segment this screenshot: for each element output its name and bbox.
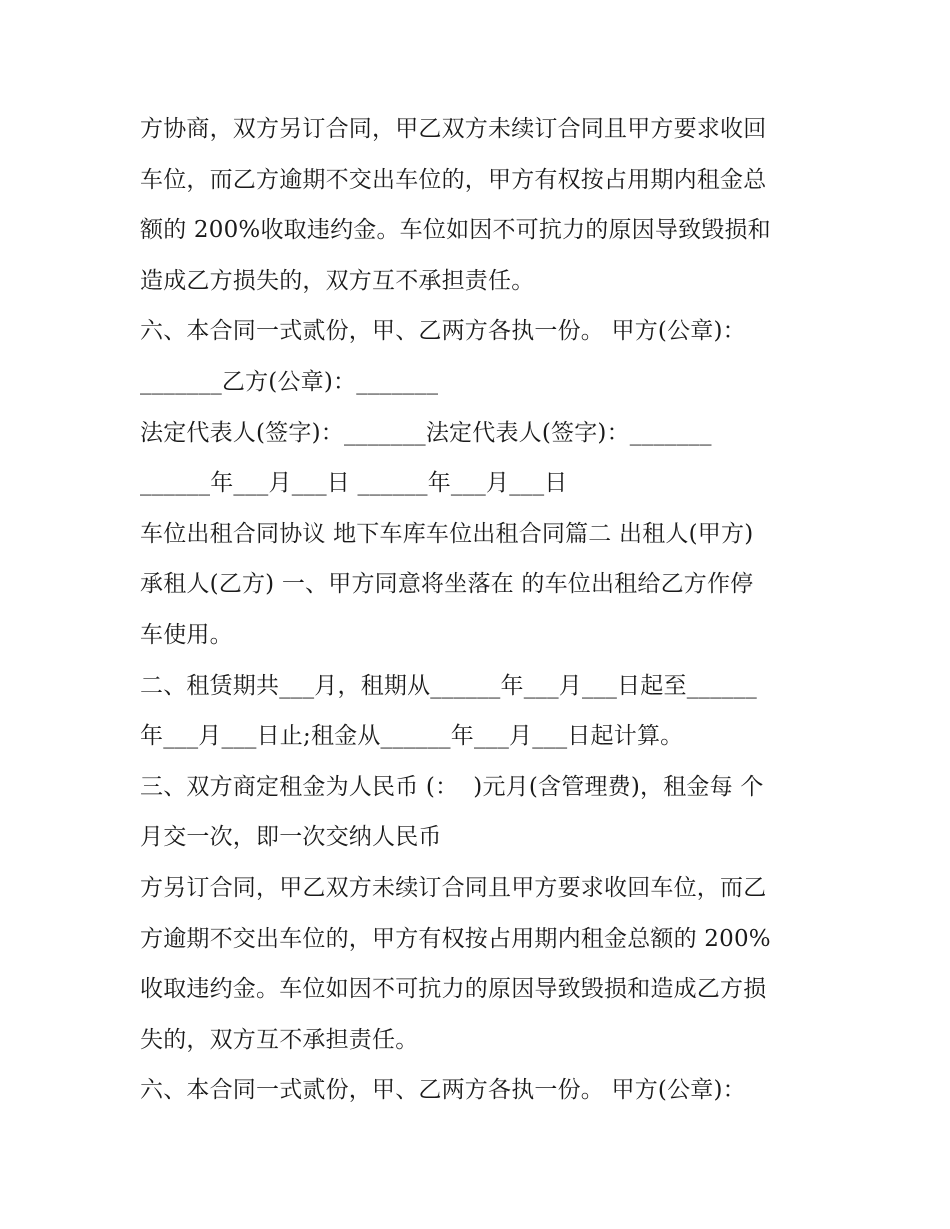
text-line: 六、本合同一式贰份，甲、乙两方各执一份。 甲方(公章)： xyxy=(140,318,746,345)
text-line: 额的 200%收取违约金。车位如因不可抗力的原因导致毁损和 xyxy=(140,217,771,244)
text-line: 车使用。 xyxy=(140,621,233,648)
contract-text xyxy=(140,104,820,1116)
text-line: 二、租赁期共___月，租期从______年___月___日起至______ xyxy=(140,672,757,699)
text-line: 方逾期不交出车位的，甲方有权按占用期内租金总额的 200% xyxy=(140,925,771,952)
text-line: 承租人(乙方) 一、甲方同意将坐落在 的车位出租给乙方作停 xyxy=(140,571,754,598)
text-line: 方另订合同，甲乙双方未续订合同且甲方要求收回车位，而乙 xyxy=(140,874,767,901)
text-line: 三、双方商定租金为人民币 (： )元月(含管理费)，租金每 个 xyxy=(140,773,764,800)
text-line: 六、本合同一式贰份，甲、乙两方各执一份。 甲方(公章)： xyxy=(140,1077,746,1104)
text-line: 车位出租合同协议 地下车库车位出租合同篇二 出租人(甲方) xyxy=(140,520,754,547)
text-line: 方协商，双方另订合同，甲乙双方未续订合同且甲方要求收回 xyxy=(140,116,767,142)
text-line: 失的，双方互不承担责任。 xyxy=(140,1026,419,1053)
signature-line: _______乙方(公章)：_______ xyxy=(140,368,439,395)
signature-line: 法定代表人(签字)：_______法定代表人(签字)：_______ xyxy=(140,419,712,446)
date-line: ______年___月___日 ______年___月___日 xyxy=(140,470,568,497)
text-line: 月交一次，即一次交纳人民币 xyxy=(140,824,442,851)
text-line: 收取违约金。车位如因不可抗力的原因导致毁损和造成乙方损 xyxy=(140,976,767,1003)
text-line: 车位，而乙方逾期不交出车位的，甲方有权按占用期内租金总 xyxy=(140,166,767,193)
text-line: 年___月___日止;租金从______年___月___日起计算。 xyxy=(140,723,684,750)
text-line: 造成乙方损失的，双方互不承担责任。 xyxy=(140,267,535,294)
